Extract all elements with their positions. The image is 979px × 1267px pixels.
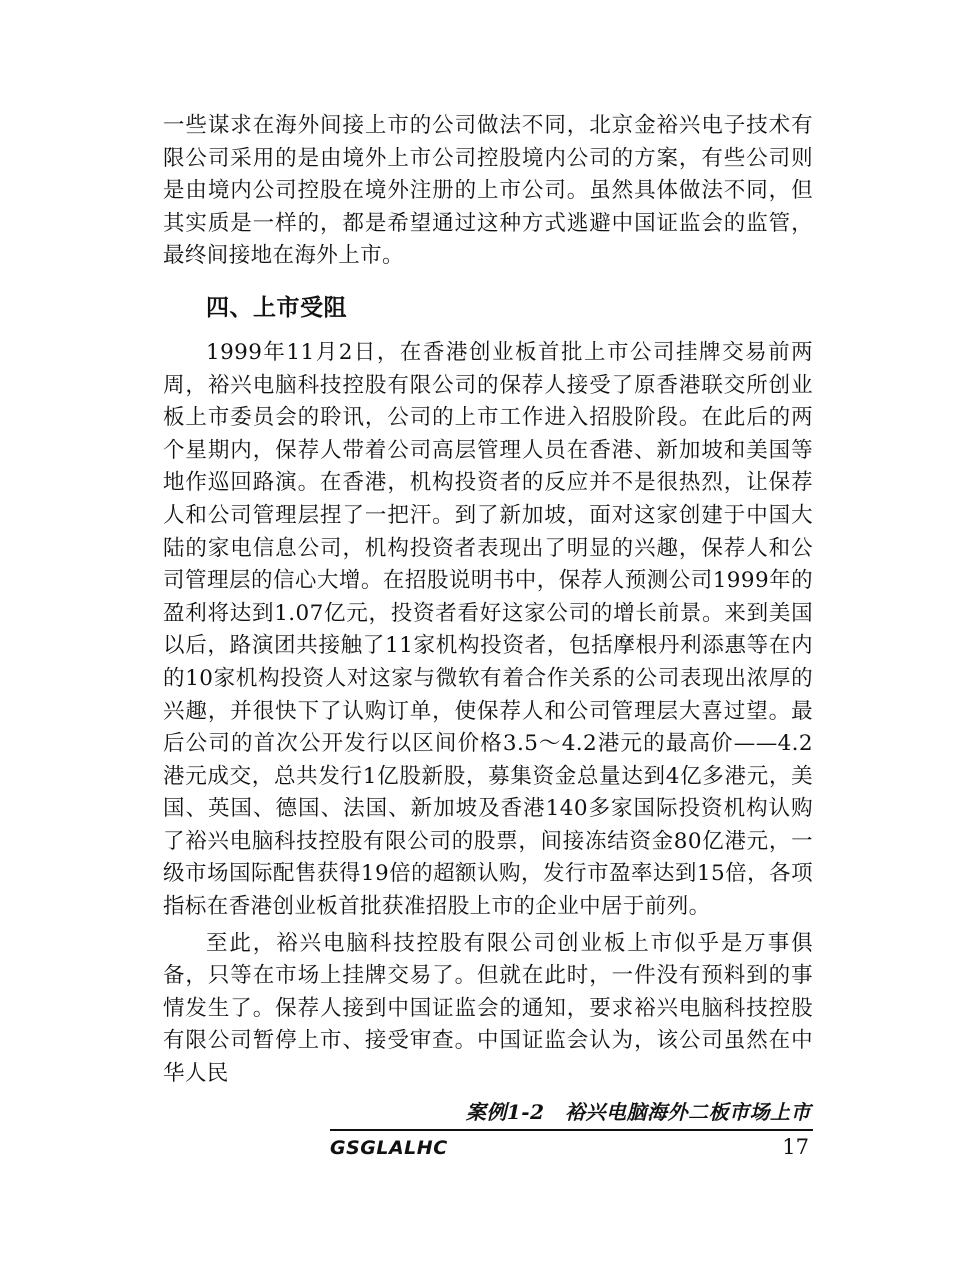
running-head: 案例1-2 裕兴电脑海外二板市场上市 bbox=[465, 1100, 811, 1124]
series-code: GSGLALHC bbox=[330, 1137, 448, 1159]
intro-paragraph: 一些谋求在海外间接上市的公司做法不同，北京金裕兴电子技术有限公司采用的是由境外上市公司控股境内公司的方案，有些公司则是由境内公司控股在境外注册的上市公司。虽然具体做法不同，但其实质是一样的，都是希望通过这种方式逃避中国证监会的监管，最终间接地在海外上市。 bbox=[163, 113, 813, 269]
footer-rule bbox=[330, 1129, 813, 1131]
section-heading: 四、上市受阻 bbox=[206, 293, 347, 321]
page-footer bbox=[330, 1097, 813, 1159]
page-number: 17 bbox=[782, 1135, 809, 1159]
paragraph-ipo-roadshow: 1999年11月2日，在香港创业板首批上市公司挂牌交易前两周，裕兴电脑科技控股有限公司的保荐人接受了原香港联交所创业板上市委员会的聆讯，公司的上市工作进入招股阶段。在此后的两个星期内，保荐人带着公司高层管理人员在香港、新加坡和美国等地作巡回路演。在香港，机构投资者的反应并不是很热烈，让保荐人和公司管理层捏了一把汗。到了新加坡，面对这家创建于中国大陆的家电信息公司，机构投资者表现出了明显的兴趣，保荐人和公司管理层的信心大增。在招股说明书中，保荐人预测公司1999年的盈利将达到1.07亿元，投资者看好这家公司的增长前景。来到美国以后，路演团共接触了11家机构投资者，包括摩根丹利添惠等在内的10家机构投资人对这家与微软有着合作关系的公司表现出浓厚的兴趣，并很快下了认购订单，使保荐人和公司管理层大喜过望。最后公司的首次公开发行以区间价格3.5～4.2港元的最高价——4.2港元成交，总共发行1亿股新股，募集资金总量达到4亿多港元，美国、英国、德国、法国、新加坡及香港140多家国际投资机构认购了裕兴电脑科技控股有限公司的股票，间接冻结资金80亿港元，一级市场国际配售获得19倍的超额认购，发行市盈率达到15倍，各项指标在香港创业板首批获准招股上市的企业中居于前列。 bbox=[163, 339, 813, 920]
footer-row bbox=[330, 1135, 813, 1159]
page-body bbox=[163, 110, 813, 1091]
paragraph-listing-halted: 至此，裕兴电脑科技控股有限公司创业板上市似乎是万事俱备，只等在市场上挂牌交易了。但就在此时，一件没有预料到的事情发生了。保荐人接到中国证监会的通知，要求裕兴电脑科技控股有限公司暂停上市、接受审查。中国证监会认为，该公司虽然在中华人民 bbox=[163, 930, 813, 1087]
